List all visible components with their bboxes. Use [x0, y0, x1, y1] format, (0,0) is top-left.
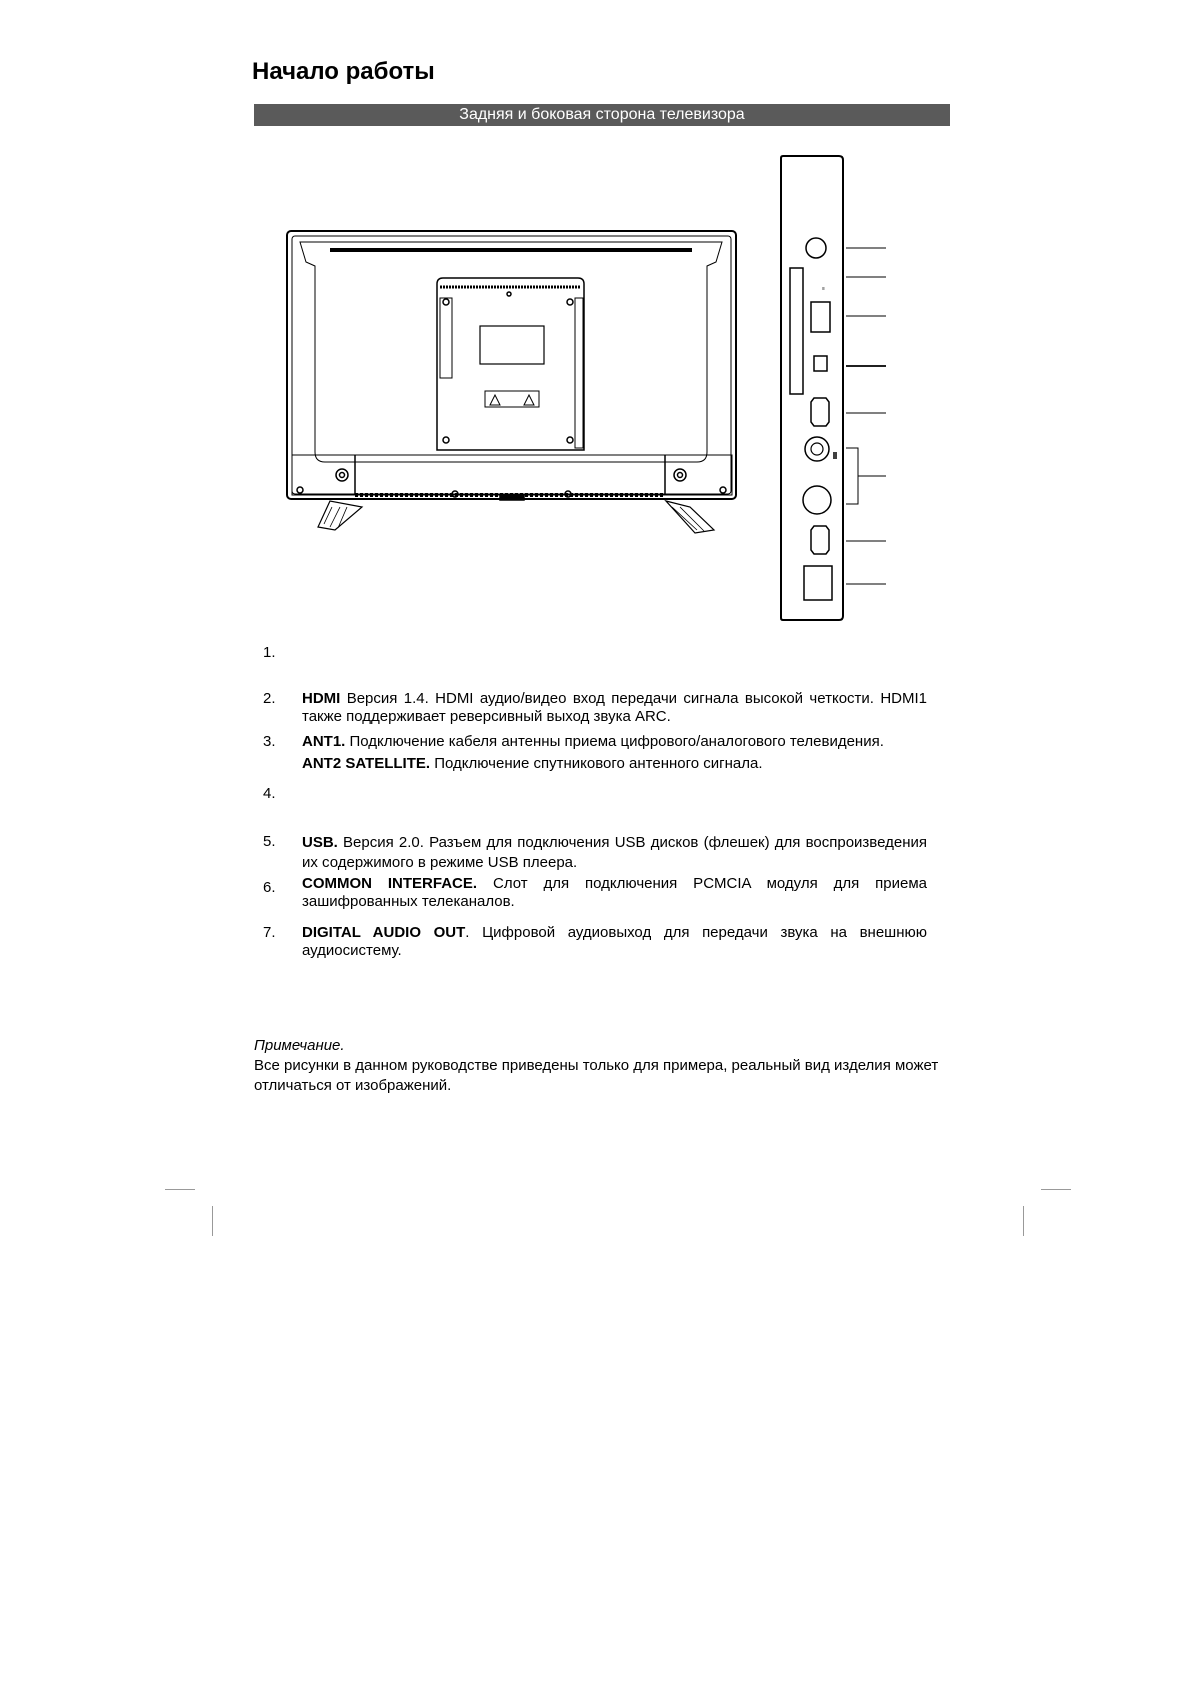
callout-lines [846, 248, 886, 584]
item-number: 4. [263, 785, 276, 802]
item-number: 7. [263, 924, 276, 941]
usb-port [811, 302, 830, 332]
item-number: 3. [263, 733, 276, 750]
page-title: Начало работы [252, 58, 435, 85]
crop-mark [165, 1189, 195, 1190]
item-number: 1. [263, 644, 276, 661]
crop-mark [1023, 1206, 1024, 1236]
tv-back-panel [300, 242, 722, 462]
item-number: 6. [263, 879, 276, 896]
item-label: USB. [302, 834, 338, 851]
item-label: COMMON INTERFACE. [302, 875, 478, 892]
tv-back-side-diagram [0, 0, 1190, 640]
item-label: ANT1. [302, 733, 346, 750]
ant2-port [803, 486, 831, 514]
item-text: DIGITAL AUDIO OUT. Цифровой аудиовыход для передачи звука на внешнюю аудиосистему. [302, 924, 927, 959]
crop-mark [212, 1206, 213, 1236]
item-label: ANT2 SATELLITE. [302, 755, 431, 772]
hdmi-port-1 [811, 398, 829, 426]
item-text: HDMI Версия 1.4. HDMI аудио/видео вход передачи сигнала высокой четкости. HDMI1 также поддерживает реверсивный выход звука ARC. [302, 690, 927, 725]
item-text: ANT1. Подключение кабеля антенны приема цифрового/аналогового телевидения. ANT2 SATELLITE. Подключение спутникового антенного сигнала. [302, 733, 884, 772]
item-text: USB. Версия 2.0. Разъем для подключения USB дисков (флешек) для воспроизведения их содержимого в режиме USB плеера. [302, 834, 927, 871]
note [254, 1036, 950, 1096]
crop-mark [1041, 1189, 1071, 1190]
side-port-1 [806, 238, 826, 258]
item-label: HDMI [302, 690, 341, 707]
section-header: Задняя и боковая сторона телевизора [254, 104, 950, 126]
ant1-port [805, 437, 829, 461]
svg-text:≡: ≡ [822, 286, 825, 292]
item-number: 5. [263, 833, 276, 850]
optical-port [804, 566, 832, 600]
hdmi-port-2 [811, 526, 829, 554]
speaker-left [336, 469, 348, 481]
note-title: Примечание. [254, 1037, 345, 1054]
ci-slot [790, 268, 803, 394]
tv-stand-left [318, 501, 362, 530]
item-label: DIGITAL AUDIO OUT [302, 924, 466, 941]
note-body: Все рисунки в данном руководстве приведены только для примера, реальный вид изделия может отличаться от изображений. [254, 1057, 939, 1094]
side-port-small [814, 356, 827, 371]
speaker-right [674, 469, 686, 481]
item-text: COMMON INTERFACE. Слот для подключения PCMCIA модуля для приема зашифрованных телеканалов. [302, 875, 927, 910]
item-number: 2. [263, 690, 276, 707]
